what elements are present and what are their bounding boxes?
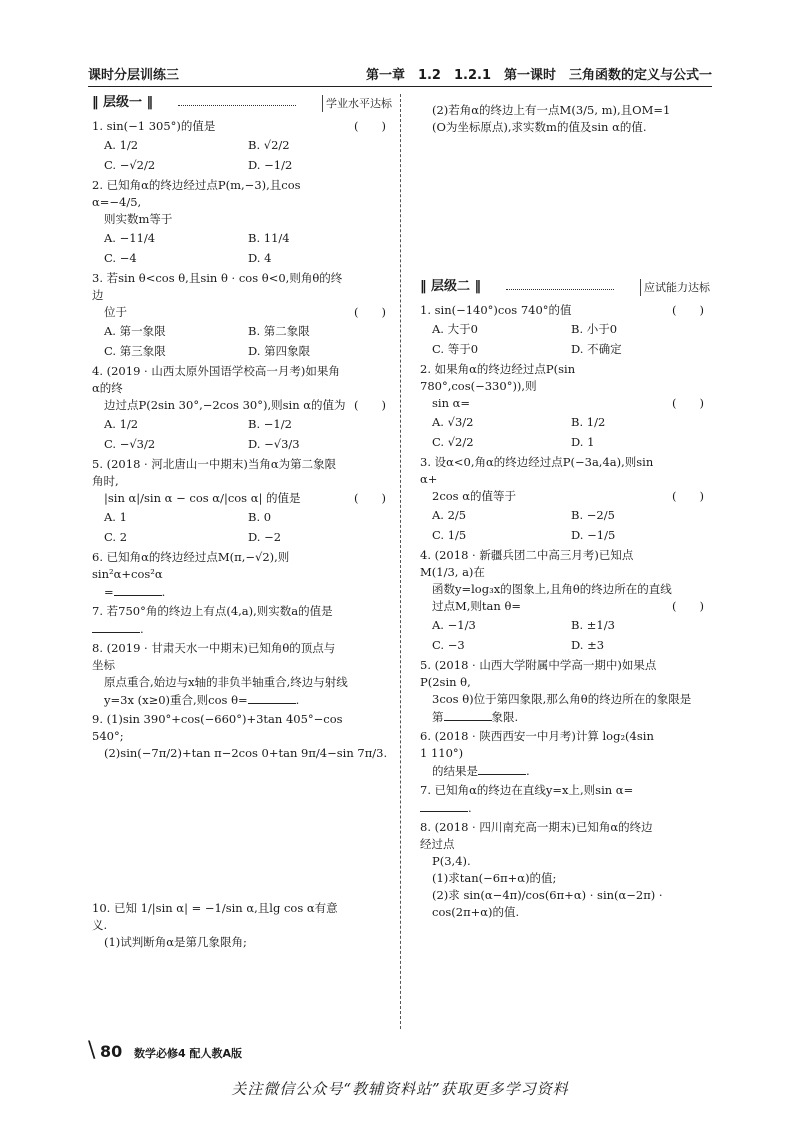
question-cont: (2)求 sin(α−4π)/cos(6π+α) · sin(α−2π) · cos(2π+α)的值. [432,888,663,919]
answer-blank [420,799,468,812]
question-cont: (2)sin(−7π/2)+tan π−2cos 0+tan 9π/4−sin 7π/3. [104,746,388,760]
answer-blank [478,762,526,775]
question-text: 8. (2019 · 甘肃天水一中期末)已知角θ的顶点与坐标 [92,641,336,672]
question-2 [420,361,710,452]
question-5 [92,456,392,547]
question-text: 7. 已知角α的终边在直线y=x上,则sin α= [420,783,634,797]
question-8 [420,819,710,921]
question-4 [420,547,710,655]
answer-blank [248,691,296,704]
option-a: A. √3/2 [432,415,474,429]
question-text: 2. 如果角α的终边经过点P(sin 780°,cos(−330°)),则 [420,362,576,393]
answer-paren: ( ) [354,491,386,505]
option-a: A. 1 [104,510,127,524]
option-b: B. 11/4 [248,231,290,245]
option-d: D. 不确定 [571,342,622,356]
question-text: 4. (2018 · 新疆兵团二中高三月考)已知点M(1/3, a)在 [420,548,634,579]
answer-paren: ( ) [354,305,386,319]
header-left: 课时分层训练三 [88,68,180,83]
section-label: 学业水平达标 [322,95,392,112]
section-tag: ‖ 层级二 ‖ [420,279,482,294]
section-dots [506,289,614,290]
footer-slash: \ [88,1038,96,1063]
option-b: B. 1/2 [571,415,606,429]
question-cont: y=3x (x≥0)重合,则cos θ= [104,693,248,707]
section-level-1 [92,94,392,116]
question-cont: 第 [432,710,444,724]
column-divider [400,94,401,1029]
watermark-text: 关注微信公众号“教辅资料站”获取更多学习资料 [231,1080,569,1098]
question-text: 3. 若sin θ<cos θ,且sin θ · cos θ<0,则角θ的终边 [92,271,343,302]
question-cont: (1)试判断角α是第几象限角; [104,935,247,949]
section-level-2 [420,278,710,300]
answer-paren: ( ) [672,396,704,410]
question-cont: 位于 [104,305,127,319]
question-8: 8. (2019 · 甘肃天水一中期末)已知角θ的顶点与坐标 原点重合,始边与x轴的非负半轴重合,终边与射线 y=3x (x≥0)重合,则cos θ= . [92,640,392,709]
question-cont: 过点M,则tan θ= [432,599,522,613]
continued-text: (2)若角α的终边上有一点M(3/5, m),且OM=1 [432,103,671,117]
question-text: 2. 已知角α的终边经过点P(m,−3),且cos α=−4/5, [92,178,301,209]
option-a: A. 大于0 [432,322,478,336]
section-label: 应试能力达标 [640,279,710,296]
option-c: C. −√2/2 [104,158,156,172]
option-d: D. −1/2 [248,158,293,172]
question-text: 6. (2018 · 陕西西安一中月考)计算 log₂(4sin 1 110°) [420,729,654,760]
question-10 [92,900,392,951]
header-right: 第一章 1.2 1.2.1 第一课时 三角函数的定义与公式一 [365,68,712,83]
question-text: 9. (1)sin 390°+cos(−660°)+3tan 405°−cos 540°; [92,712,343,743]
option-a: A. −11/4 [104,231,156,245]
option-c: C. 等于0 [432,342,479,356]
question-9 [92,711,392,762]
right-column [420,94,710,923]
page-header [88,60,712,87]
question-1 [92,118,392,175]
answer-blank [444,708,492,721]
answer-blank [92,620,140,633]
option-c: C. −√3/2 [104,437,156,451]
question-cont: 则实数m等于 [104,212,173,226]
answer-paren: ( ) [354,398,386,412]
option-b: B. ±1/3 [571,618,615,632]
section-tag: ‖ 层级一 ‖ [92,95,154,110]
question-3 [92,270,392,361]
option-d: D. −2 [248,530,282,544]
question-cont: |sin α|/sin α − cos α/|cos α| 的值是 [104,491,301,505]
question-text: 5. (2018 · 山西大学附属中学高一期中)如果点P(2sin θ, [420,658,657,689]
question-7: 7. 若750°角的终边上有点(4,a),则实数a的值是. [92,604,333,636]
question-cont: 2cos α的值等于 [432,489,517,503]
option-b: B. 小于0 [571,322,618,336]
answer-paren: ( ) [672,489,704,503]
question-text: 10. 已知 1/|sin α| = −1/sin α,且lg cos α有意义. [92,901,338,932]
question-text: 3. 设α<0,角α的终边经过点P(−3a,4a),则sin α+ [420,455,654,486]
question-4 [92,363,392,454]
section-dots [178,105,296,106]
question-cont: 象限. [491,710,519,724]
option-c: C. 2 [104,530,128,544]
option-b: B. −2/5 [571,508,615,522]
option-c: C. −3 [432,638,465,652]
question-cont: P(3,4). [432,854,471,868]
option-d: D. 第四象限 [248,344,311,358]
option-a: A. 第一象限 [104,324,166,338]
question-cont: = [104,585,114,599]
question-cont: sin α= [432,396,471,410]
option-b: B. 第二象限 [248,324,310,338]
option-a: A. 1/2 [104,417,139,431]
question-cont: 原点重合,始边与x轴的非负半轴重合,终边与射线 [104,675,348,689]
option-c: C. 第三象限 [104,344,166,358]
option-a: A. −1/3 [432,618,476,632]
option-c: C. 1/5 [432,528,467,542]
option-d: D. ±3 [571,638,605,652]
option-d: D. 1 [571,435,595,449]
question-6: 6. 已知角α的终边经过点M(π,−√2),则sin²α+cos²α = . [92,550,290,599]
answer-paren: ( ) [672,599,704,613]
answer-paren: ( ) [672,303,704,317]
question-text: 5. (2018 · 河北唐山一中期末)当角α为第二象限角时, [92,457,337,488]
continued-text: (O为坐标原点),求实数m的值及sin α的值. [432,120,647,134]
answer-paren: ( ) [354,119,386,133]
question-3 [420,454,710,545]
question-7: 7. 已知角α的终边在直线y=x上,则sin α=. [420,783,634,815]
question-text: 8. (2018 · 四川南充高一期末)已知角α的终边经过点 [420,820,653,851]
question-text: 7. 若750°角的终边上有点(4,a),则实数a的值是 [92,604,333,618]
option-a: A. 2/5 [432,508,467,522]
book-title: 数学必修4 配人教A版 [134,1047,242,1060]
option-c: C. √2/2 [432,435,474,449]
question-cont: 的结果是 [432,764,478,778]
question-text: 4. (2019 · 山西太原外国语学校高一月考)如果角α的终 [92,364,340,395]
option-b: B. 0 [248,510,272,524]
option-b: B. √2/2 [248,138,290,152]
option-d: D. 4 [248,251,272,265]
question-1 [420,302,710,359]
option-a: A. 1/2 [104,138,139,152]
question-2 [92,177,392,268]
option-c: C. −4 [104,251,137,265]
question-cont: 3cos θ)位于第四象限,那么角θ的终边所在的象限是 [432,692,692,706]
question-6: 6. (2018 · 陕西西安一中月考)计算 log₂(4sin 1 110°) 的结果是 . [420,729,654,778]
question-cont: 边过点P(2sin 30°,−2cos 30°),则sin α的值为 [104,398,346,412]
question-text: 1. sin(−1 305°)的值是 [92,119,216,133]
left-column [92,94,392,953]
question-cont: 函数y=log₃x的图象上,且角θ的终边所在的直线 [432,582,672,596]
question-text: 6. 已知角α的终边经过点M(π,−√2),则sin²α+cos²α [92,550,290,581]
question-text: 1. sin(−140°)cos 740°的值 [420,303,572,317]
option-b: B. −1/2 [248,417,292,431]
question-cont: (1)求tan(−6π+α)的值; [432,871,557,885]
question-5 [420,657,710,726]
option-d: D. −√3/3 [248,437,300,451]
answer-blank [114,583,162,596]
page-number: 80 [100,1042,123,1061]
option-d: D. −1/5 [571,528,616,542]
